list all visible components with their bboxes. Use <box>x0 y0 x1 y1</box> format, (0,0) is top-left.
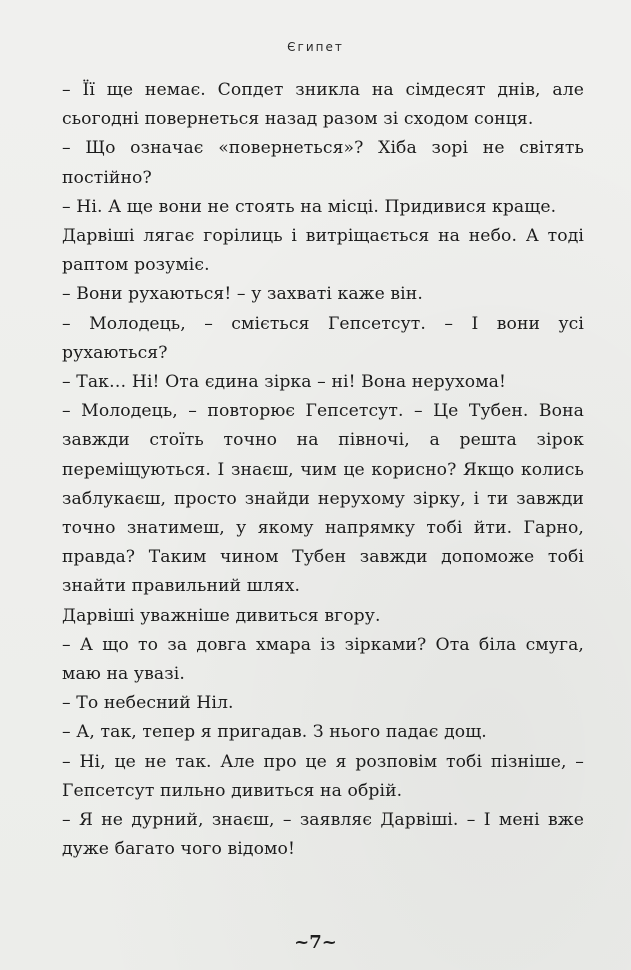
paragraph: – Молодець, – повторює Гепсетсут. – Це Тубен. Вона завжди стоїть точно на півночі, а решта зірок переміщуються. І знаєш, чим це корисно? Якщо колись заблукаєш, просто знайди нерухому зірку, і ти завжди точно знатимеш, у якому напрямку тобі йти. Гарно, правда? Таким чином Тубен завжди допоможе тобі знайти правильний шлях. <box>62 401 584 597</box>
paragraph: Дарвіші уважніше дивиться вгору. <box>62 605 381 626</box>
paragraph: – Вони рухаються! – у захваті каже він. <box>62 284 423 305</box>
page-number: ~7~ <box>294 932 337 953</box>
paragraph: – Ні. А ще вони не стоять на місці. Придивися краще. <box>62 196 557 217</box>
body-text <box>62 76 584 864</box>
paragraph: – То небесний Ніл. <box>62 693 234 714</box>
paragraph: – А, так, тепер я пригадав. З нього падає дощ. <box>62 722 487 743</box>
paragraph: – Так… Ні! Ота єдина зірка – ні! Вона нерухома! <box>62 372 507 393</box>
paragraph: – Я не дурний, знаєш, – заявляє Дарвіші. – І мені вже дуже багато чого відомо! <box>62 810 584 860</box>
paragraph: Дарвіші лягає горілиць і витріщається на небо. А тоді раптом розуміє. <box>62 226 584 276</box>
paragraph: – Молодець, – сміється Гепсетсут. – І вони усі рухаються? <box>62 313 584 363</box>
paragraph: – Що означає «повернеться»? Хіба зорі не світять постійно? <box>62 138 584 188</box>
paragraph: – А що то за довга хмара із зірками? Ота біла смуга, маю на увазі. <box>62 634 584 685</box>
running-head-title: Єгипет <box>287 40 344 54</box>
paragraph: – Її ще немає. Сопдет зникла на сімдесят днів, але сьогодні повернеться назад разом зі сходом сонця. <box>62 80 584 130</box>
paragraph: – Ні, це не так. Але про це я розповім тобі пізніше, – Гепсетсут пильно дивиться на обрій. <box>62 751 584 801</box>
